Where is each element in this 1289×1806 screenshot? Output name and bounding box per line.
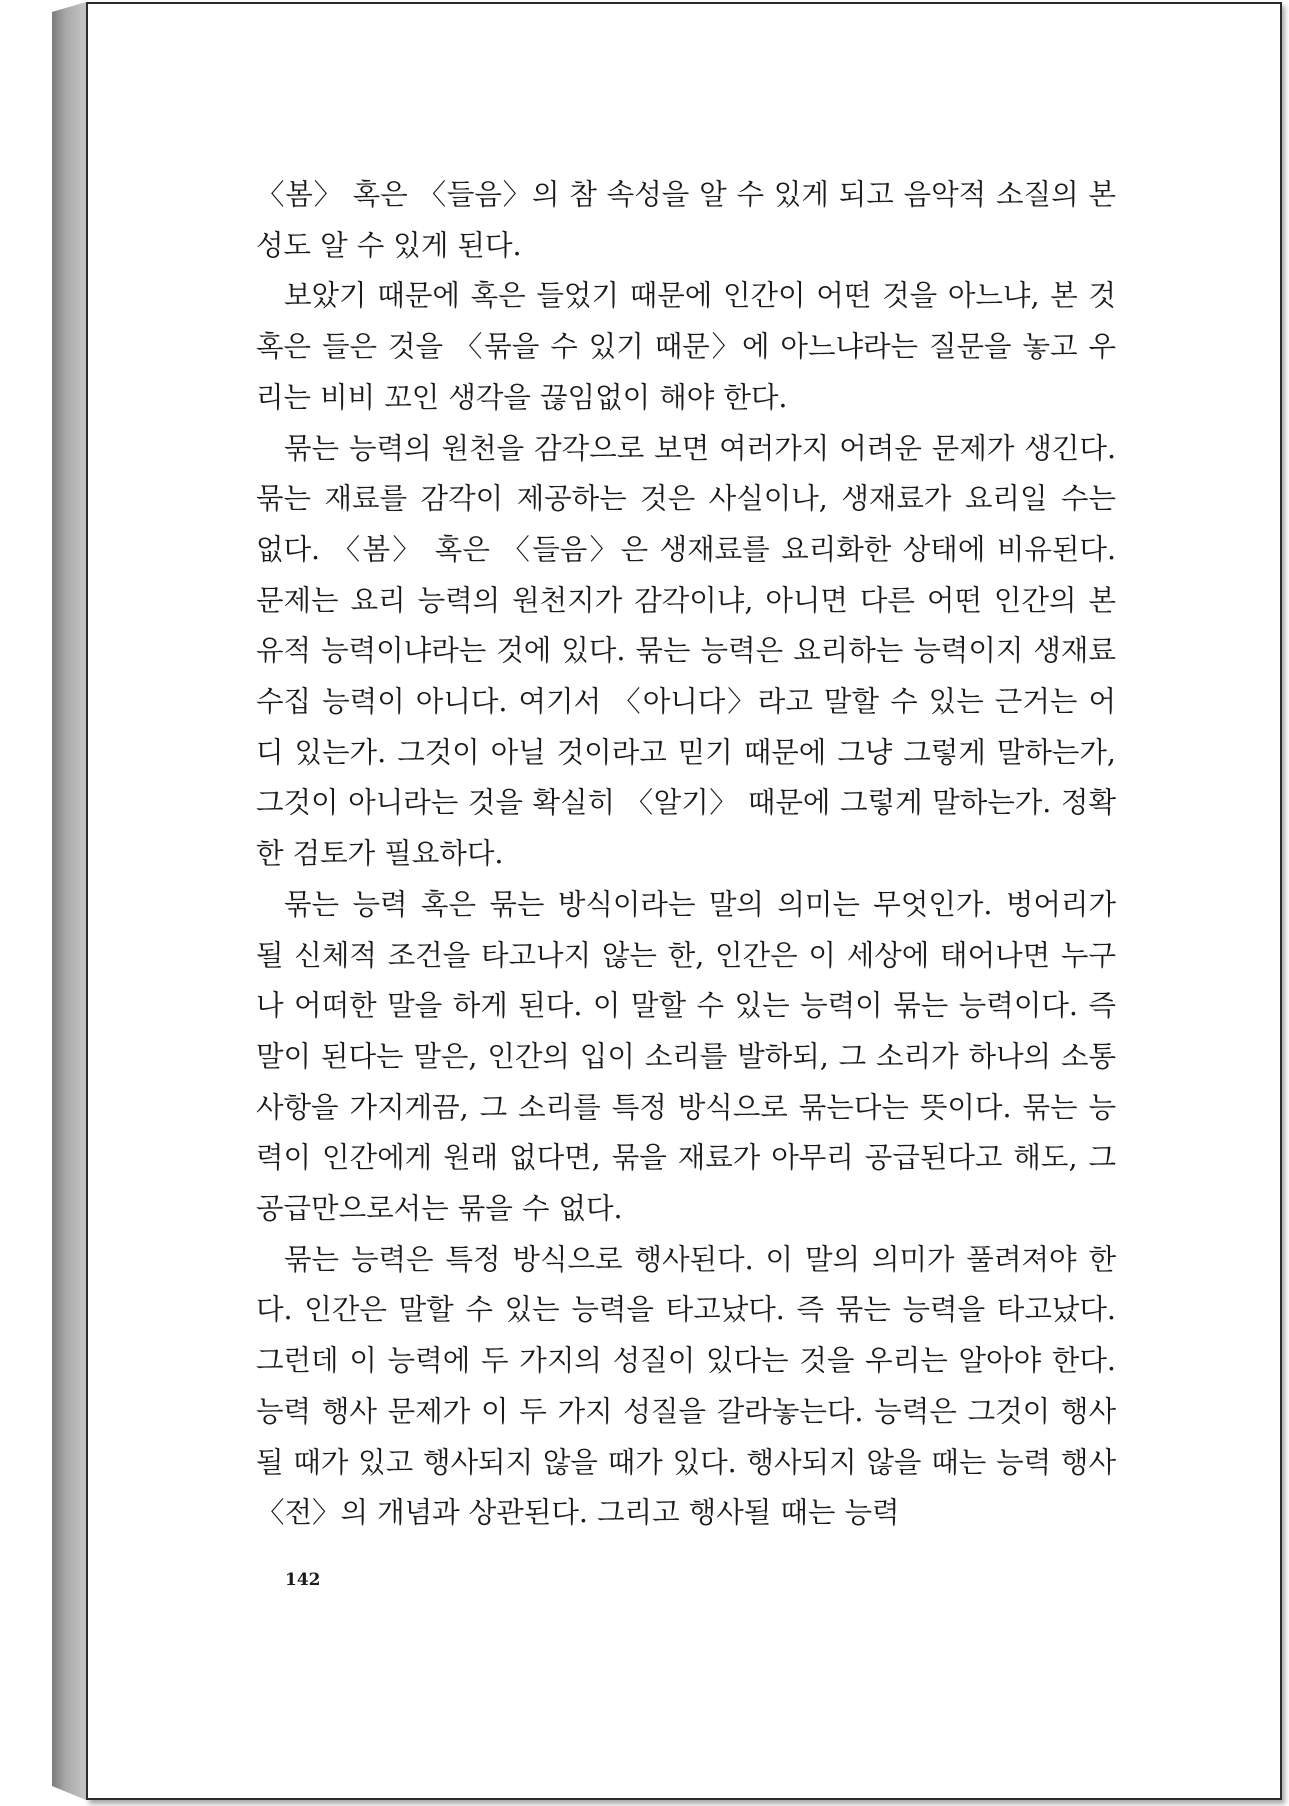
paragraph-3: 묶는 능력의 원천을 감각으로 보면 여러가지 어려운 문제가 생긴다. 묶는 재료를 감각이 제공하는 것은 사실이나, 생재료가 요리일 수는 없다. 〈봄〉 혹은 〈들음〉은 생재료를 요리화한 상태에 비유된다. 문제는 요리 능력의 원천지가 감각이냐, 아니면 다른 어떤 인간의 본유적 능력이냐라는 것에 있다. 묶는 능력은 요리하는 능력이지 생재료 수집 능력이 아니다. 여기서 〈아니다〉라고 말할 수 있는 근거는 어디 있는가. 그것이 아닐 것이라고 믿기 때문에 그냥 그렇게 말하는가, 그것이 아니라는 것을 확실히 〈알기〉 때문에 그렇게 말하는가. 정확한 검토가 필요하다.	[256, 431, 1116, 871]
paragraph-2: 보았기 때문에 혹은 들었기 때문에 인간이 어떤 것을 아느냐, 본 것 혹은 들은 것을 〈묶을 수 있기 때문〉에 아느냐라는 질문을 놓고 우리는 비비 꼬인 생각을 끊임없이 해야 한다.	[256, 279, 1116, 414]
page-number: 142	[285, 1570, 321, 1590]
paragraph-5: 묶는 능력은 특정 방식으로 행사된다. 이 말의 의미가 풀려져야 한다. 인간은 말할 수 있는 능력을 타고났다. 즉 묶는 능력을 타고났다. 그런데 이 능력에 두 가지의 성질이 있다는 것을 우리는 알아야 한다. 능력 행사 문제가 이 두 가지 성질을 갈라놓는다. 능력은 그것이 행사될 때가 있고 행사되지 않을 때가 있다. 행사되지 않을 때는 능력 행사 〈전〉의 개념과 상관된다. 그리고 행사될 때는 능력	[256, 1242, 1116, 1530]
paragraph-4: 묶는 능력 혹은 묶는 방식이라는 말의 의미는 무엇인가. 벙어리가 될 신체적 조건을 타고나지 않는 한, 인간은 이 세상에 태어나면 누구나 어떠한 말을 하게 된다. 이 말할 수 있는 능력이 묶는 능력이다. 즉 말이 된다는 말은, 인간의 입이 소리를 발하되, 그 소리가 하나의 소통사항을 가지게끔, 그 소리를 특정 방식으로 묶는다는 뜻이다. 묶는 능력이 인간에게 원래 없다면, 묶을 재료가 아무리 공급된다고 해도, 그 공급만으로서는 묶을 수 없다.	[256, 887, 1116, 1226]
body-text	[256, 170, 1116, 1539]
paragraph-1: 〈봄〉 혹은 〈들음〉의 참 속성을 알 수 있게 되고 음악적 소질의 본성도 알 수 있게 된다.	[256, 178, 1116, 262]
